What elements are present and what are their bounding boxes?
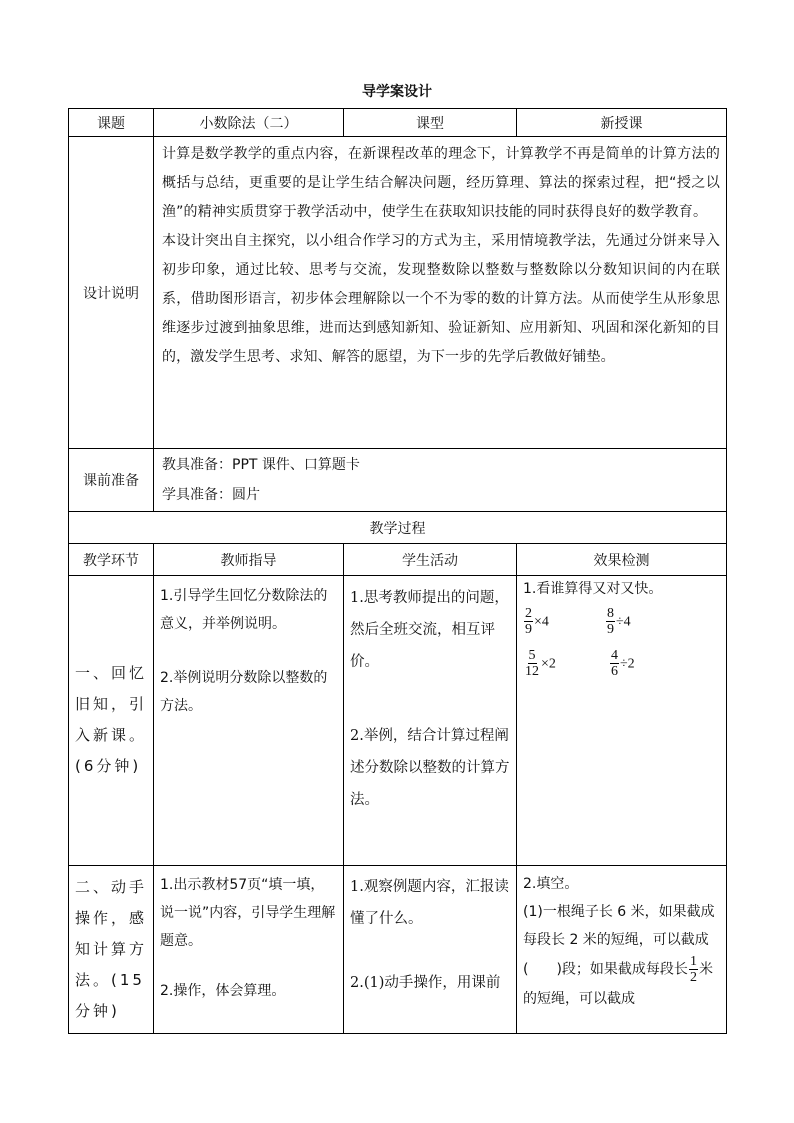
column-check: 效果检测 (517, 544, 727, 576)
topic-label: 课题 (69, 109, 154, 137)
lesson-plan-table (68, 108, 727, 1034)
step2-student-item-2: 2.(1)动手操作，用课前 (350, 975, 501, 991)
step1-check-title: 1.看谁算得又对又快。 (523, 581, 663, 597)
document-title: 导学案设计 (362, 84, 432, 100)
step2-stage: 二、动手操作，感知计算方法。(15分钟) (69, 866, 154, 1034)
prep-label: 课前准备 (69, 449, 154, 512)
step2-check (517, 866, 727, 1034)
column-header-row (69, 544, 727, 576)
step2-teacher (154, 866, 344, 1034)
step1-student-item-1: 1.思考教师提出的问题，然后全班交流，相互评价。 (350, 590, 509, 670)
expr-1: $\frac{2}{9}$ ×4 (525, 605, 549, 637)
fraction-half: $\frac{1}{2}$ (689, 954, 697, 985)
design-paragraph-2: 本设计突出自主探究，以小组合作学习的方式为主，采用情境教学法，先通过分饼来导入初步印象，通过比较、思考与交流，发现整数除以整数与整数除以分数知识间的内在联系，借助图形语言，初步体会理解除以一个不为零的数的计算方法。从而使学生从形象思维逐步过渡到抽象思维，进而达到感知新知、验证新知、应用新知、巩固和深化新知的目的，激发学生思考、求知、解答的愿望，为下一步的先学后教做好铺垫。 (162, 233, 720, 365)
step1-check (517, 576, 727, 866)
prep-row (69, 449, 727, 512)
design-paragraph-1: 计算是数学教学的重点内容，在新课程改革的理念下，计算教学不再是简单的计算方法的概括与总结，更重要的是让学生结合解决问题，经历算理、算法的探索过程，把“授之以渔”的精神实质贯穿于教学活动中，使学生在获取知识技能的同时获得良好的数学教育。 (162, 146, 720, 220)
topic-value: 小数除法（二） (154, 109, 344, 137)
prep-content (154, 449, 727, 512)
design-label: 设计说明 (69, 137, 154, 449)
process-title: 教学过程 (69, 512, 727, 544)
design-row (69, 137, 727, 449)
step1-teacher-item-1: 1.引导学生回忆分数除法的意义，并举例说明。 (160, 588, 328, 632)
type-label: 课型 (344, 109, 517, 137)
step1-row (69, 576, 727, 866)
expr-4: $\frac{4}{6}$ ÷2 (611, 647, 635, 679)
design-content (154, 137, 727, 449)
step2-teacher-item-2: 2.操作，体会算理。 (160, 983, 286, 999)
type-value: 新授课 (517, 109, 727, 137)
step2-teacher-item-1: 1.出示教材57页“填一填，说一说”内容，引导学生理解题意。 (160, 877, 336, 949)
column-teacher: 教师指导 (154, 544, 344, 576)
expr-3: $\frac{5}{12}$ ×2 (525, 647, 556, 679)
step2-check-title: 2.填空。 (523, 876, 579, 892)
step1-teacher (154, 576, 344, 866)
prep-teacher-tools: 教具准备：PPT 课件、口算题卡 (162, 457, 360, 473)
column-student: 学生活动 (344, 544, 517, 576)
expr-2: $\frac{8}{9}$ ÷4 (607, 605, 631, 637)
step1-student (344, 576, 517, 866)
step2-student (344, 866, 517, 1034)
step1-teacher-item-2: 2.举例说明分数除以整数的方法。 (160, 670, 328, 714)
header-row (69, 109, 727, 137)
column-stage: 教学环节 (69, 544, 154, 576)
step2-student-item-1: 1.观察例题内容，汇报读懂了什么。 (350, 879, 509, 927)
step1-student-item-2: 2.举例，结合计算过程阐述分数除以整数的计算方法。 (350, 728, 510, 808)
process-title-row (69, 512, 727, 544)
prep-student-tools: 学具准备：圆片 (162, 487, 260, 503)
step2-check-question: (1)一根绳子长 6 米，如果截成每段长 2 米的短绳，可以截成( )段；如果截成每段长 $\frac{1}{2}$ 米的短绳，可以截成 (523, 904, 715, 1007)
step2-row (69, 866, 727, 1034)
step1-stage: 一、回忆旧知，引入新课。(6分钟) (69, 576, 154, 866)
